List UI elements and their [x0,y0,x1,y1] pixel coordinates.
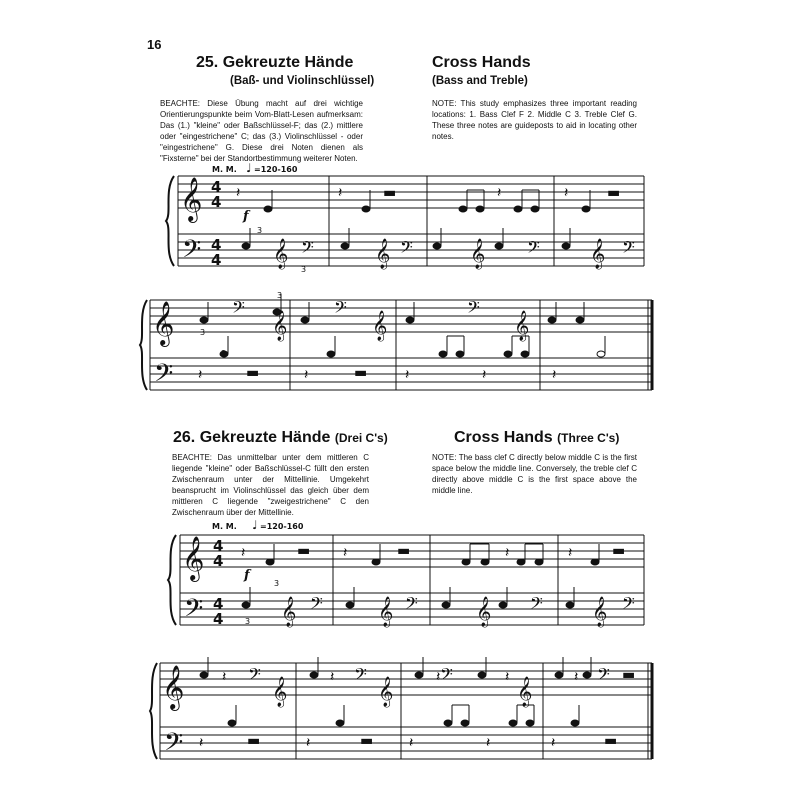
inline-bass-clef: 𝄢 [232,297,245,321]
fingering: 3 [245,617,251,626]
quarter-rest-icon: 𝄽 [330,669,335,685]
dynamic-forte-26: f [244,568,250,583]
time-sig-top-1: 4 [211,178,222,196]
quarter-rest-icon: 𝄽 [338,185,343,201]
inline-bass-clef: 𝄢 [400,237,413,261]
exercise-26-note-en: NOTE: The bass clef C directly below middle C is the first space below the middle line. Conversely, the treble clef C directly above middle C is the first space above the middle line. [432,453,637,495]
inline-bass-clef: 𝄢 [622,237,635,261]
inline-bass-clef: 𝄢 [527,237,540,261]
quarter-rest-icon: 𝄽 [551,735,556,751]
quarter-rest-icon: 𝄽 [199,735,204,751]
time-sig-bottom-1: 4 [211,193,222,211]
half-rest-icon: ▬ [612,543,626,559]
quarter-note-icon: ♩ [252,518,258,532]
inline-bass-clef: 𝄢 [467,297,480,321]
bass-clef-2: 𝄢 [154,359,174,394]
treble-clef-3: 𝄞 [182,536,205,580]
quarter-rest-icon: 𝄽 [552,367,557,383]
fingering: 3 [257,226,263,235]
half-rest-icon: ▬ [607,185,621,201]
exercise-26-subtitle-en: (Three C's) [557,431,620,445]
tempo-label-25: M. M. [212,165,237,174]
quarter-rest-icon: 𝄽 [436,669,441,685]
exercise-25-title-en: Cross Hands [432,54,531,71]
inline-treble-clef: 𝄞 [470,239,486,269]
inline-treble-clef: 𝄞 [372,311,388,341]
time-sig-top-2: 4 [211,236,222,254]
exercise-25-subtitle-de: (Baß- und Violinschlüssel) [230,75,375,87]
inline-treble-clef: 𝄞 [378,597,394,627]
half-rest-icon: ▬ [604,733,618,749]
inline-bass-clef: 𝄢 [440,664,453,688]
fingering: 3 [221,349,227,358]
quarter-rest-icon: 𝄽 [306,735,311,751]
inline-bass-clef: 𝄢 [301,237,314,261]
quarter-rest-icon: 𝄽 [222,669,227,685]
exercise-26-title-de-main: 26. Gekreuzte Hände [173,429,331,446]
inline-bass-clef: 𝄢 [310,593,323,617]
exercise-25-note-en: NOTE: This study emphasizes three important reading locations: 1. Bass Clef F 2. Middle C 3. Treble Clef G. These three notes are guideposts to aid in locating other notes. [432,99,637,141]
treble-clef-1: 𝄞 [180,177,203,221]
treble-clef-4: 𝄞 [162,665,185,709]
treble-clef-2: 𝄞 [152,301,175,345]
bass-clef-3: 𝄢 [184,594,204,629]
bass-clef-1: 𝄢 [182,235,202,270]
quarter-rest-icon: 𝄽 [343,545,348,561]
time-sig-top-4: 4 [213,595,224,613]
exercise-26-title-en-main: Cross Hands [454,429,553,446]
exercise-26-subtitle-de: (Drei C's) [334,431,388,445]
half-rest-icon: ▬ [360,733,374,749]
inline-bass-clef: 𝄢 [597,664,610,688]
quarter-rest-icon: 𝄽 [574,669,579,685]
inline-treble-clef: 𝄞 [590,239,606,269]
tempo-label-26: M. M. [212,522,237,531]
tempo-value-26: =120-160 [260,522,304,531]
inline-bass-clef: 𝄢 [248,664,261,688]
quarter-rest-icon: 𝄽 [241,545,246,561]
system-2 [140,294,652,390]
inline-treble-clef: 𝄞 [514,311,530,341]
fingering: 3 [301,265,307,274]
inline-treble-clef: 𝄞 [273,239,289,269]
half-rest-icon: ▬ [246,365,260,381]
exercise-25-subtitle-en: (Bass and Treble) [432,75,528,87]
exercise-26-note-de: BEACHTE: Das unmittelbar unter dem mittleren C liegende "kleine" oder Baßschlüssel-C füllt den ersten Zwischenraum unter der Mittellinie. Umgekehrt beansprucht im Violinschlüssel das gleich über dem mittleren C liegende "zweigestrichene" C den Zwischenraum über der Mittellinie. [172,453,369,517]
quarter-rest-icon: 𝄽 [505,669,510,685]
quarter-rest-icon: 𝄽 [482,367,487,383]
dynamic-forte-25: f [243,209,249,224]
page-number: 16 [147,37,162,52]
exercise-25-title-de: 25. Gekreuzte Hände [196,54,354,71]
quarter-rest-icon: 𝄽 [568,545,573,561]
inline-treble-clef: 𝄞 [378,677,394,707]
time-sig-bottom-2: 4 [211,251,222,269]
fingering: 3 [200,328,206,337]
inline-bass-clef: 𝄢 [405,593,418,617]
tempo-value-25: =120-160 [254,165,298,174]
quarter-rest-icon: 𝄽 [564,185,569,201]
quarter-rest-icon: 𝄽 [304,367,309,383]
inline-treble-clef: 𝄞 [375,239,391,269]
bass-clef-4: 𝄢 [164,728,184,763]
time-sig-bottom-3: 4 [213,552,224,570]
fingering: 3 [274,579,280,588]
exercise-25-note-de: BEACHTE: Diese Übung macht auf drei wichtige Orientierungspunkte beim Vom-Blatt-Lesen aufmerksam: Das (1.) "kleine" oder Baßschlüssel-F; das (2.) mittlere oder "eingestrichene" C; das (3.) Violinschlüssel - oder "eingestrichene" G. Diese drei Noten dienen als "Fixsterne" bei der Standortbestimmung weiterer Noten. [160,99,363,163]
quarter-rest-icon: 𝄽 [409,735,414,751]
inline-treble-clef: 𝄞 [592,597,608,627]
inline-treble-clef: 𝄞 [272,311,288,341]
half-rest-icon: ▬ [297,543,311,559]
quarter-rest-icon: 𝄽 [497,185,502,201]
inline-bass-clef: 𝄢 [354,664,367,688]
time-sig-top-3: 4 [213,537,224,555]
quarter-rest-icon: 𝄽 [198,367,203,383]
half-rest-icon: ▬ [354,365,368,381]
inline-bass-clef: 𝄢 [622,593,635,617]
half-rest-icon: ▬ [247,733,261,749]
inline-treble-clef: 𝄞 [517,677,533,707]
quarter-rest-icon: 𝄽 [405,367,410,383]
inline-treble-clef: 𝄞 [272,677,288,707]
quarter-rest-icon: 𝄽 [505,545,510,561]
half-rest-icon: ▬ [383,185,397,201]
fingering: 3 [277,291,283,300]
inline-treble-clef: 𝄞 [281,597,297,627]
half-rest-icon: ▬ [622,667,636,683]
half-rest-icon: ▬ [397,543,411,559]
quarter-rest-icon: 𝄽 [486,735,491,751]
quarter-note-icon: ♩ [246,161,252,175]
time-sig-bottom-4: 4 [213,610,224,628]
inline-treble-clef: 𝄞 [476,597,492,627]
system-2-notes [200,294,605,357]
inline-bass-clef: 𝄢 [334,297,347,321]
quarter-rest-icon: 𝄽 [236,185,241,201]
inline-bass-clef: 𝄢 [530,593,543,617]
